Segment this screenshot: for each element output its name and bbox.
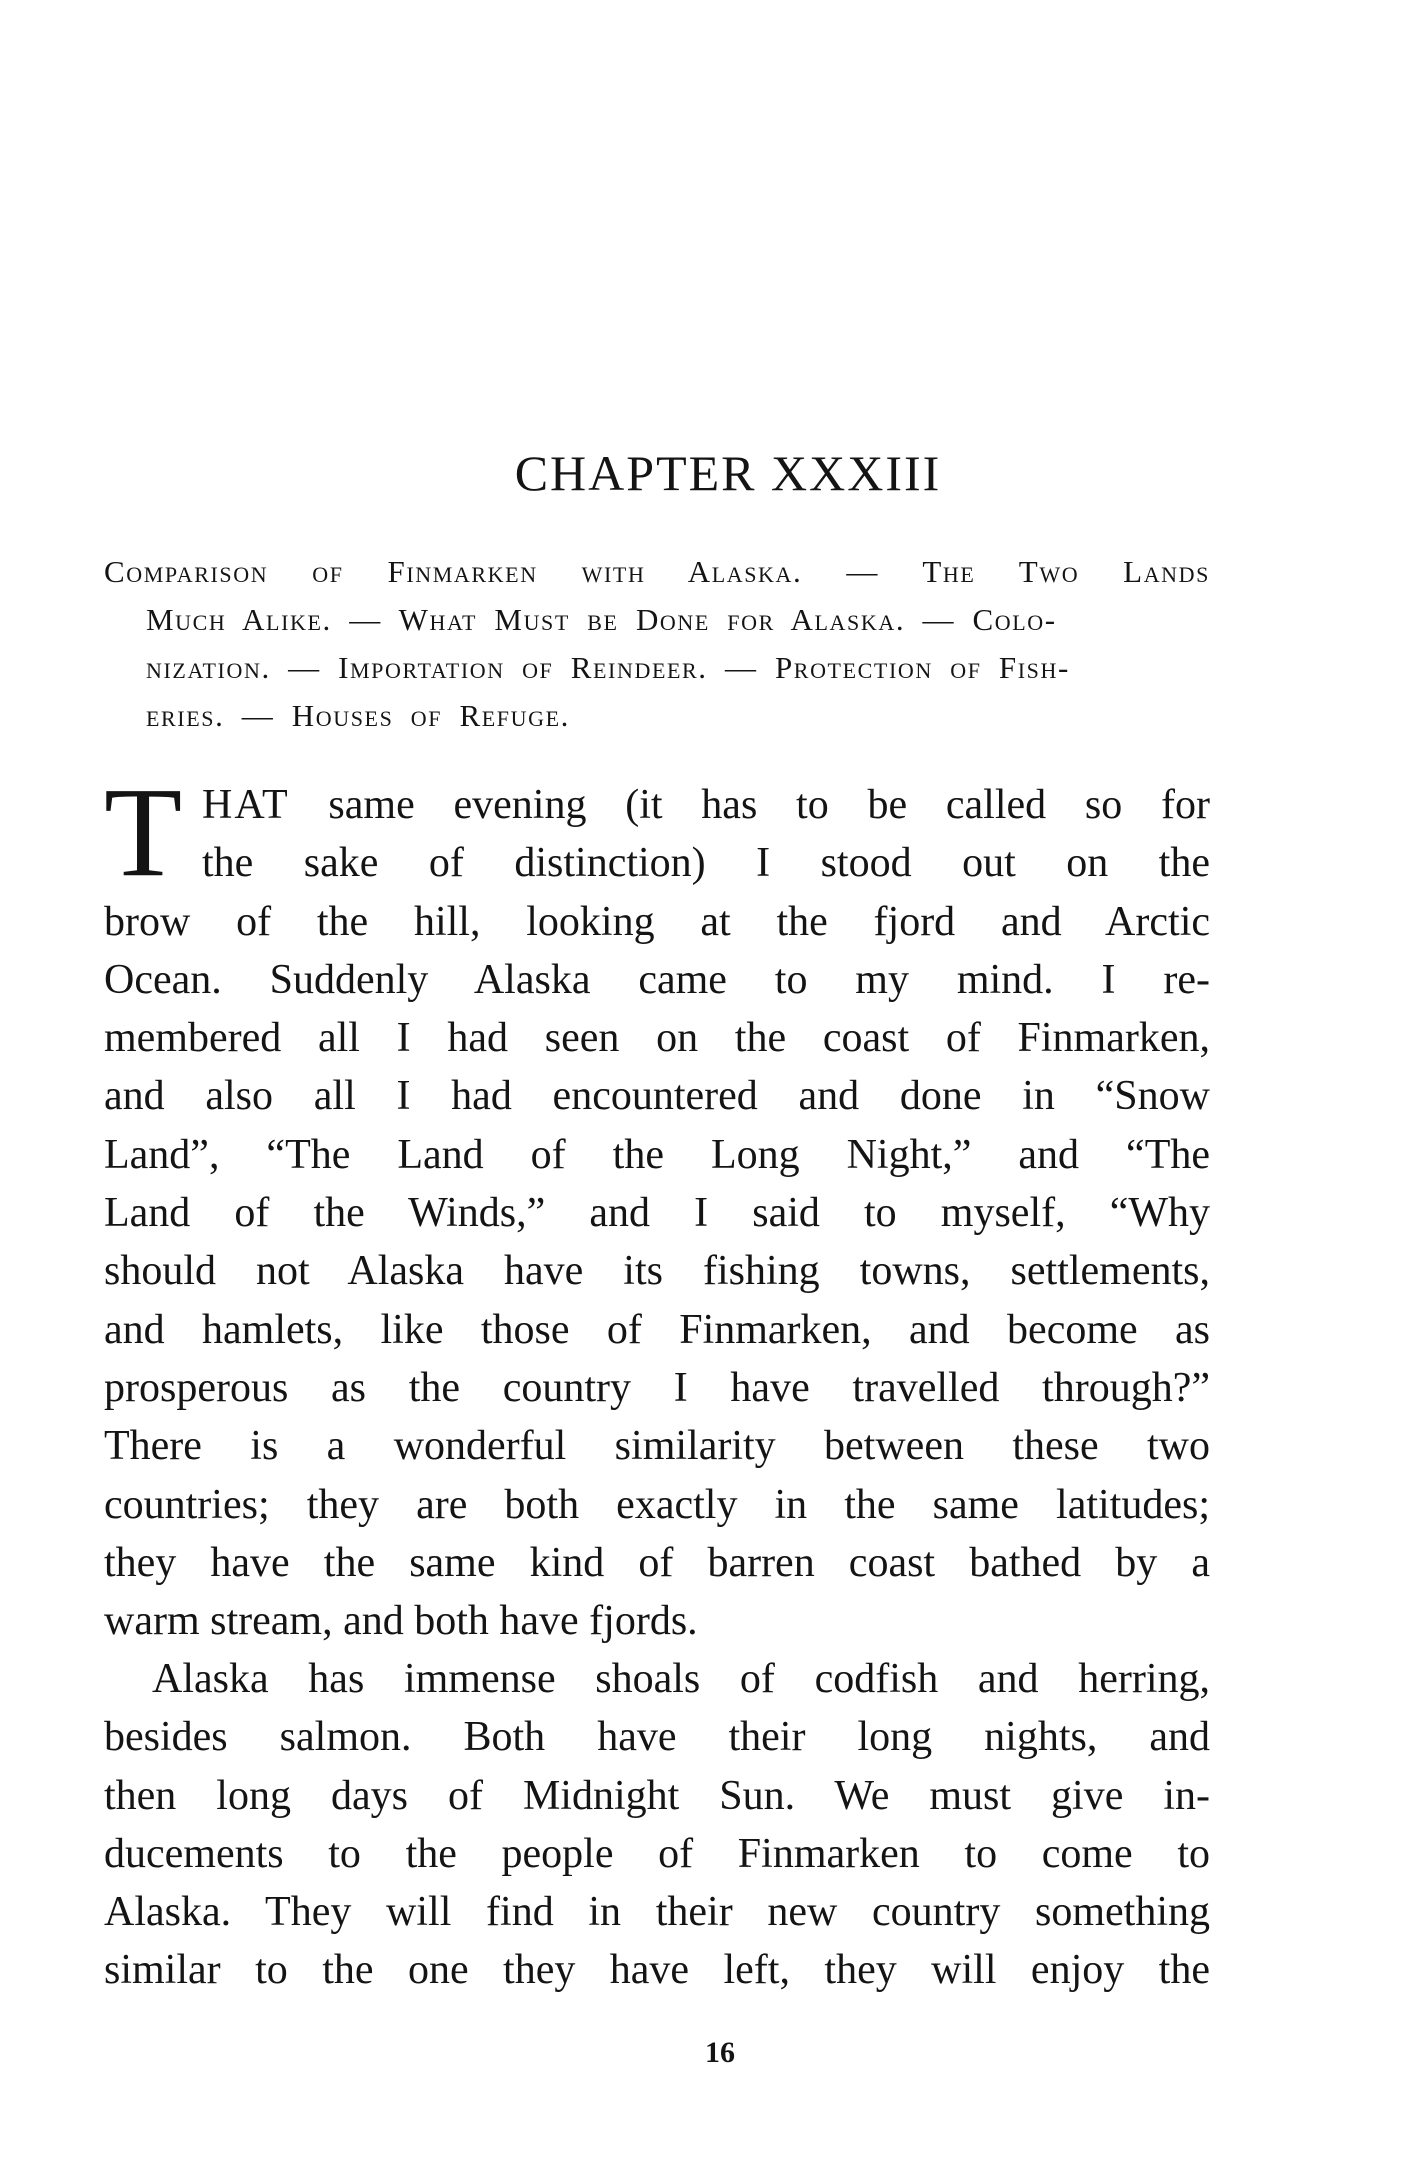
- text-line: the sake of distinction) I stood out on the: [202, 840, 1210, 887]
- text-line: countries; they are both exactly in the same latitudes;: [104, 1481, 1210, 1528]
- text-line: There is a wonderful similarity between these two: [104, 1423, 1210, 1470]
- text-line: prosperous as the country I have travelled through?”: [104, 1364, 1210, 1411]
- paragraph-1: [104, 761, 1210, 1650]
- synopsis-line: nization. — Importation of Reindeer. — Protection of Fish-: [146, 650, 1070, 685]
- page-number: 16: [705, 2036, 735, 2069]
- text-line: and hamlets, like those of Finmarken, and become as: [104, 1306, 1210, 1353]
- synopsis-line: eries. — Houses of Refuge.: [146, 698, 570, 733]
- drop-cap-block: [104, 761, 1210, 903]
- text-line: similar to the one they have left, they will enjoy the: [104, 1947, 1210, 1994]
- text-line: Land of the Winds,” and I said to myself, “Why: [104, 1190, 1210, 1237]
- chapter-title: CHAPTER XXXIII: [514, 445, 942, 501]
- synopsis-line: Much Alike. — What Must be Done for Alaska. — Colo-: [146, 602, 1057, 637]
- text-line: [202, 776, 1210, 834]
- synopsis-line: Comparison of Finmarken with Alaska. — The Two Lands: [104, 554, 1210, 589]
- text-line: Alaska has immense shoals of codfish and herring,: [152, 1656, 1210, 1702]
- opening-line-text: same evening (it has to be called so for: [289, 782, 1210, 828]
- chapter-synopsis: [104, 548, 1210, 740]
- text-line: Land”, “The Land of the Long Night,” and “The: [104, 1131, 1210, 1178]
- text-line: and also all I had encountered and done in “Snow: [104, 1073, 1210, 1120]
- text-line: warm stream, and both have fjords.: [104, 1598, 698, 1645]
- opening-word: HAT: [202, 782, 290, 828]
- text-line: ducements to the people of Finmarken to come to: [104, 1830, 1210, 1877]
- text-line: should not Alaska have its fishing towns, settlements,: [104, 1248, 1210, 1295]
- paragraph-2: [104, 1650, 1210, 2000]
- text-line: Alaska. They will find in their new country something: [104, 1889, 1210, 1936]
- text-line: then long days of Midnight Sun. We must give in-: [104, 1772, 1210, 1819]
- text-line: Ocean. Suddenly Alaska came to my mind. I re-: [104, 956, 1210, 1003]
- text-line: besides salmon. Both have their long nights, and: [104, 1714, 1210, 1761]
- drop-cap: T: [104, 761, 183, 903]
- text-line: they have the same kind of barren coast bathed by a: [104, 1539, 1210, 1586]
- text-line: membered all I had seen on the coast of Finmarken,: [104, 1015, 1210, 1062]
- text-line: brow of the hill, looking at the fjord and Arctic: [104, 898, 1210, 945]
